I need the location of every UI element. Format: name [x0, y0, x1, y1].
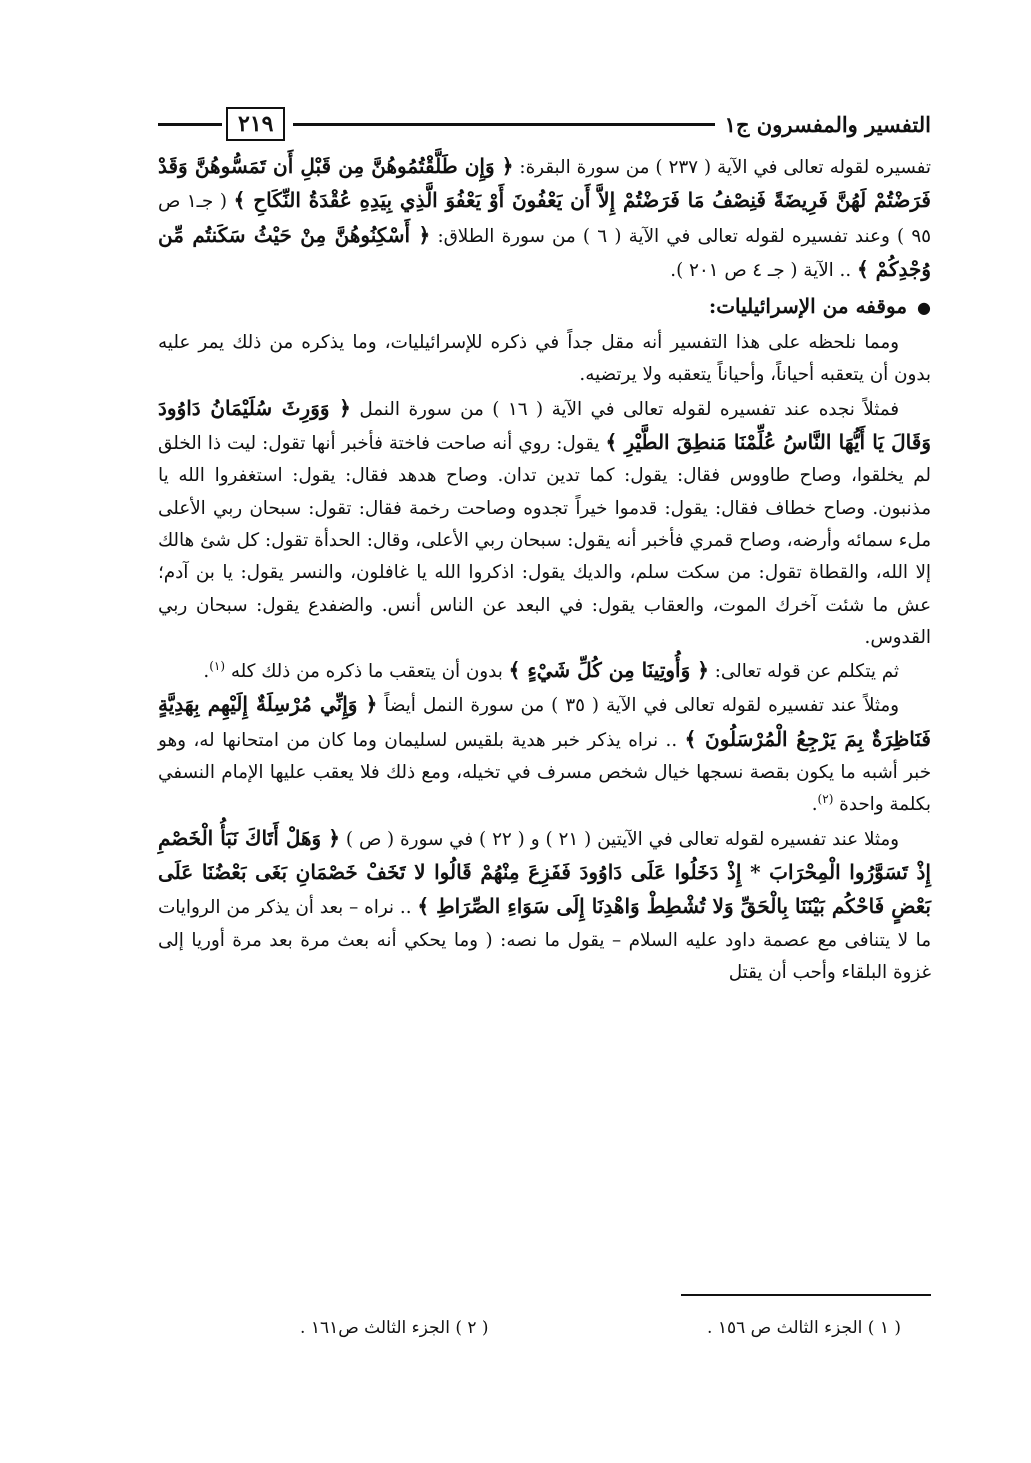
text-run: .. نراه يذكر خبر هدية بلقيس لسليمان وما كان من امتحانها له، وهو خبر أشبه ما يكون بقصة نسجها خيال شخص مسرف في تخيله، ومع ذلك فلا يعقب عليها الإمام النسفي بكلمة واحدة	[158, 729, 931, 816]
paragraph: ومما نلحظه على هذا التفسير أنه مقل جداً في ذكره للإسرائيليات، وما يذكره من ذلك يمر عليه بدون أن يتعقبه أحياناً، وأحياناً يتعقبه ولا يرتضيه.	[158, 332, 931, 386]
text-run: ومثلاً عند تفسيره لقوله تعالى في الآية ( ٣٥ ) من سورة النمل أيضاً	[377, 695, 899, 717]
text-run: .. نراه – بعد أن يذكر من الروايات ما لا يتنافى مع عصمة داود عليه السلام – يقول ما نصه: ( وما يحكي أنه بعث مرة بعد مرة أوريا إلى غزوة البلقاء وأحب أن يقتل	[158, 897, 931, 983]
bullet-icon: ●	[917, 298, 931, 318]
quran-verse: ﴿ وَهَلْ أَتَاكَ نَبَأُ الْخَصْمِ إِذْ تَسَوَّرُوا الْمِحْرَابَ * إِذْ دَخَلُوا عَلَى دَاوُودَ فَفَزِعَ مِنْهُمْ قَالُوا لا تَخَفْ خَصْمَانِ بَغَى بَعْضُنَا عَلَى بَعْضٍ فَاحْكُم بَيْنَنَا بِالْحَقِّ وَلا تُشْطِطْ وَاهْدِنَا إِلَى سَوَاءِ الصِّرَاطِ ﴾	[158, 825, 931, 919]
body-text	[158, 150, 931, 989]
text-run: تفسيره لقوله تعالى في الآية ( ٢٣٧ ) من سورة البقرة:	[513, 157, 931, 178]
quran-verse: ﴿ وَوَرِثَ سُلَيْمَانُ دَاوُودَ وَقَالَ يَا أَيُّهَا النَّاسُ عُلِّمْنَا مَنطِقَ الطَّيْرِ ﴾	[158, 395, 931, 455]
footnote-ref[interactable]: (١)	[209, 659, 226, 674]
text-run: .	[811, 794, 818, 816]
footnotes	[300, 1318, 901, 1338]
paragraph	[158, 654, 931, 688]
text-run: ( جـ١ ص ٩٥ ) وعند تفسيره لقوله تعالى في الآية ( ٦ ) من سورة الطلاق:	[158, 191, 931, 247]
header-rule-short	[158, 123, 222, 126]
footnote-ref[interactable]: (٢)	[817, 792, 834, 807]
quran-verse: ﴿ أَسْكِنُوهُنَّ مِنْ حَيْثُ سَكَنتُم مِّن وُجْدِكُمْ ﴾	[158, 222, 931, 281]
footnote-divider	[681, 1294, 931, 1296]
text-run: بدون أن يتعقب ما ذكره من ذلك كله	[225, 661, 509, 683]
paragraph	[158, 392, 931, 654]
footnote-1: ( ١ ) الجزء الثالث ص ١٥٦ .	[707, 1318, 901, 1338]
book-title: التفسير والمفسرون ج١	[724, 111, 931, 137]
text-run: يقول: روي أنه صاحت فاختة فأخبر أنها تقول: ليت ذا الخلق لم يخلقوا، وصاح طاووس فقال: يقول: كما تدين تدان. وصاح هدهد فقال: يقول: استغفروا الله يا مذنبون. وصاح خطاف فقال: يقول: قدموا خيراً تجدوه وصاحت رخمة فقال: تقول: سبحان ربي الأعلى ملء سمائه وأرضه، وصاح قمري فأخبر أنه يقول: سبحان ربي الأعلى، وقال: الحدأة تقول: كل شئ هالك إلا الله، والقطاة تقول: من سكت سلم، والديك يقول: اذكروا الله يا غافلون، والنسر يقول: يا بن آدم؛ عش ما شئت آخرك الموت، والعقاب يقول: في البعد عن الناس أنس. والضفدع يقول: سبحان ربي القدوس.	[158, 433, 931, 648]
paragraph	[158, 688, 931, 821]
quran-verse: ﴿ وَأُوتِينَا مِن كُلِّ شَيْءٍ ﴾	[508, 658, 709, 683]
paragraph	[158, 150, 931, 287]
page-number: ٢١٩	[226, 107, 285, 141]
text-run: ومثلا عند تفسيره لقوله تعالى في الآيتين ( ٢١ ) و ( ٢٢ ) في سورة ( ص )	[339, 828, 899, 850]
text-run: .	[203, 661, 210, 683]
footnote-2: ( ٢ ) الجزء الثالث ص١٦١ .	[300, 1318, 489, 1338]
quran-verse: ﴿ وَإِن طَلَّقْتُمُوهُنَّ مِن قَبْلِ أَن تَمَسُّوهُنَّ وَقَدْ فَرَضْتُمْ لَهُنَّ فَرِيضَةً فَنِصْفُ مَا فَرَضْتُمْ إِلاَّ أَن يَعْفُونَ أَوْ يَعْفُوَ الَّذِي بِيَدِهِ عُقْدَةُ النِّكَاحِ ﴾	[158, 154, 931, 213]
section-heading	[158, 289, 931, 325]
paragraph	[158, 822, 931, 989]
text-run: ثم يتكلم عن قوله تعالى:	[708, 661, 899, 683]
section-heading-text: موقفه من الإسرائيليات:	[708, 294, 908, 319]
text-run: .. الآية ( جـ ٤ ص ٢٠١ ).	[670, 259, 857, 281]
running-header	[158, 106, 931, 142]
quran-verse: ﴿ وَإِنِّي مُرْسِلَةٌ إِلَيْهِم بِهَدِيَّةٍ فَنَاظِرَةٌ بِمَ يَرْجِعُ الْمُرْسَلُونَ ﴾	[158, 692, 931, 751]
text-run: فمثلاً نجده عند تفسيره لقوله تعالى في الآية ( ١٦ ) من سورة النمل	[350, 398, 899, 420]
header-rule	[293, 123, 714, 126]
